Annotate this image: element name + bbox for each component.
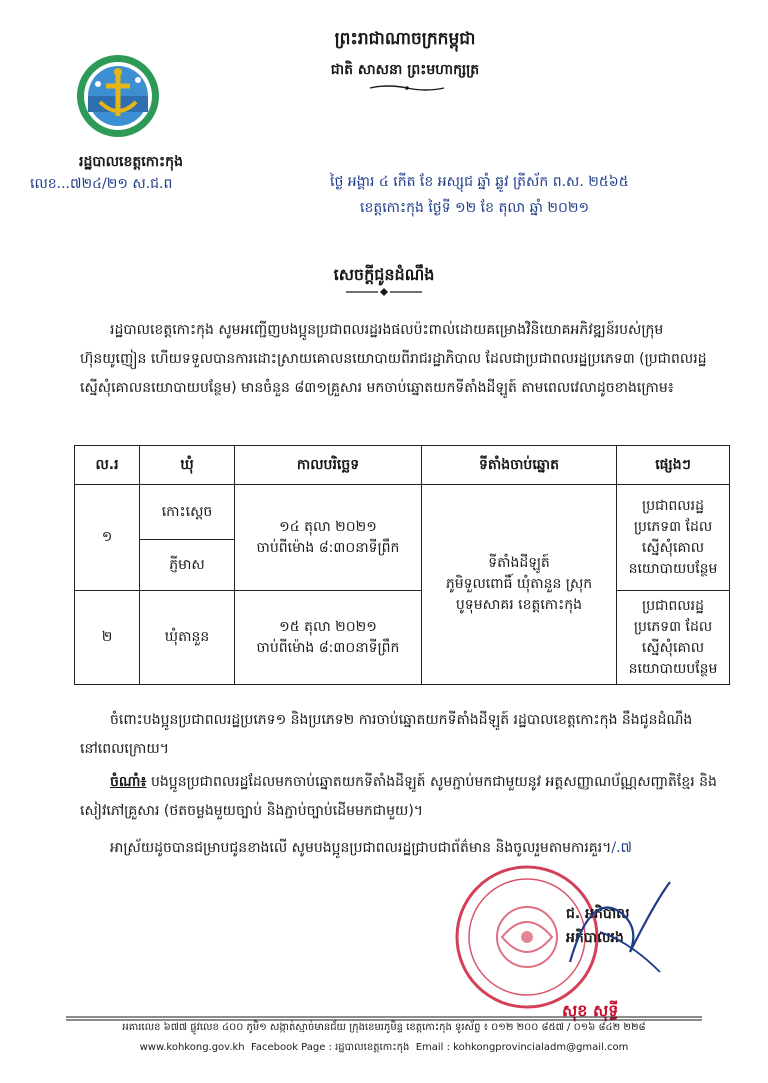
header-no: ល.រ xyxy=(75,446,140,485)
date-value: ១៤ តុលា ២០២១ xyxy=(279,518,377,535)
row-no: ១ xyxy=(75,485,140,591)
closing-paragraph xyxy=(80,834,720,863)
header-location: ទីតាំងចាប់ឆ្នោត xyxy=(422,446,617,485)
document-title: សេចក្តីជូនដំណឹង xyxy=(333,265,435,284)
table-header-row xyxy=(75,446,730,485)
remarks-cell: ប្រជាពលរដ្ឋប្រភេទ៣ ដែលស្នើសុំគោល នយោបាយបន្ថែម xyxy=(617,485,730,591)
remarks-cell: ប្រជាពលរដ្ឋប្រភេទ៣ ដែលស្នើសុំគោល នយោបាយបន្ថែម xyxy=(617,591,730,685)
date-cell xyxy=(235,485,422,591)
intro-paragraph: រដ្ឋបាលខេត្តកោះកុង សូមអញ្ជើញបងប្អូនប្រជាពលរដ្ឋរងផលប៉ះពាល់ដោយគម្រោងវិនិយោគអភិវឌ្ឍន៍របស់ក្រុមហ៊ុនយូញៀន ហើយទទួលបានការដោះស្រាយគោលនយោបាយពីរាជរដ្ឋាភិបាល ដែលជាប្រជាពលរដ្ឋប្រភេទ៣ (ប្រជាពលរដ្ឋស្នើសុំគោលនយោបាយបន្ថែម) មានចំនួន ៨៣១គ្រួសារ មកចាប់ឆ្នោតយកទីតាំងដីឡូត៍ តាមពេលវេលាដូចខាងក្រោម៖ xyxy=(80,322,707,396)
followup-paragraph: ចំពោះបងប្អូនប្រជាពលរដ្ឋប្រភេទ១ និងប្រភេទ២ ការចាប់ឆ្នោតយកទីតាំងដីឡូត៍ រដ្ឋបាលខេត្តកោះកុង នឹងជូនដំណឹងនៅពេលក្រោយ។ xyxy=(80,712,693,757)
signer-name: សុខ សុទ្ធី xyxy=(562,1001,619,1020)
header-commune: ឃុំ xyxy=(140,446,235,485)
footer-contact xyxy=(66,1040,702,1055)
date-value: ១៥ តុលា ២០២១ xyxy=(279,618,377,635)
title-ornament xyxy=(344,287,424,297)
time-value: ចាប់ពីម៉ោង ៨:៣០នាទីព្រឹក xyxy=(256,639,400,656)
location-cell xyxy=(422,485,617,685)
note-paragraph xyxy=(80,768,720,826)
location-line: បូទុមសាគរ ខេត្តកោះកុង xyxy=(455,597,583,613)
header-remarks: ផ្សេងៗ xyxy=(617,446,730,485)
table-row xyxy=(75,485,730,540)
closing-mark: /.៧ xyxy=(611,840,633,856)
commune-cell: ឃុំតានួន xyxy=(140,591,235,685)
footer-address: អគារលេខ ៦៧៧ ផ្លូវលេខ ៤០០ ភូមិ១ សង្កាត់ស្មាច់មានជ័យ ក្រុងខេមរភូមិន្ទ ខេត្តកោះកុង ទូរស័ព្ទ ៖ ០១២ ២០០ ៨៥៧ / ០១៦ ៨៤២ ២២៨ xyxy=(122,1022,646,1033)
footer-website[interactable]: www.kohkong.gov.kh xyxy=(139,1042,245,1053)
time-value: ចាប់ពីម៉ោង ៨:៣០នាទីព្រឹក xyxy=(256,539,400,556)
handwritten-signature xyxy=(560,872,680,982)
footer-facebook[interactable]: Facebook Page : រដ្ឋបាលខេត្តកោះកុង xyxy=(251,1042,410,1053)
footer-email[interactable]: Email : kohkongprovincialadm@gmail.com xyxy=(415,1042,629,1053)
signature-title-line1: ជ. អភិបាល xyxy=(566,906,630,922)
date-cell xyxy=(235,591,422,685)
location-line: ភូមិទួលពោធិ៍ ឃុំតានួន ស្រុក xyxy=(445,576,593,592)
solar-date: ខេត្តកោះកុង ថ្ងៃទី ១២ ខែ តុលា ឆ្នាំ ២០២១ xyxy=(360,200,590,216)
reference-number: លេខ...៧២៤/២១ ស.ជ.ព xyxy=(30,176,173,192)
note-label: ចំណាំ៖ xyxy=(110,774,147,790)
header-motto: ជាតិ សាសនា ព្រះមហាក្សត្រ xyxy=(330,62,480,78)
lunar-date: ថ្ងៃ អង្គារ ៤ កើត ខែ អស្សុជ ឆ្នាំ ឆ្លូវ ត្រីស័ក ព.ស. ២៥៦៥ xyxy=(330,174,629,190)
header-kingdom: ព្រះរាជាណាចក្រកម្ពុជា xyxy=(334,29,476,49)
agency-name: រដ្ឋបាលខេត្តកោះកុង xyxy=(79,154,183,170)
header-date: កាលបរិច្ឆេទ xyxy=(235,446,422,485)
commune-cell: ភ្ញីមាស xyxy=(140,540,235,591)
row-no: ២ xyxy=(75,591,140,685)
location-line: ទីតាំងដីឡូត៍ xyxy=(488,555,550,571)
schedule-table xyxy=(74,445,730,685)
provincial-emblem xyxy=(76,54,160,138)
header-ornament xyxy=(368,84,446,92)
signature-title-line2: អភិបាលរង xyxy=(566,930,624,946)
commune-cell: កោះស្តេច xyxy=(140,485,235,540)
closing-text: អាស្រ័យដូចបានជម្រាបជូនខាងលើ សូមបងប្អូនប្រជាពលរដ្ឋជ្រាបជាព័ត៌មាន និងចូលរួមតាមការគួរ។ xyxy=(110,840,612,856)
note-text: បងប្អូនប្រជាពលរដ្ឋដែលមកចាប់ឆ្នោតយកទីតាំងដីឡូត៍ សូមភ្ជាប់មកជាមួយនូវ អត្តសញ្ញាណប័ណ្ណសញ្ជាតិខ្មែរ និងសៀវភៅគ្រួសារ (ថតចម្លងមួយច្បាប់ និងភ្ជាប់ច្បាប់ដើមមកជាមួយ)។ xyxy=(80,774,717,819)
